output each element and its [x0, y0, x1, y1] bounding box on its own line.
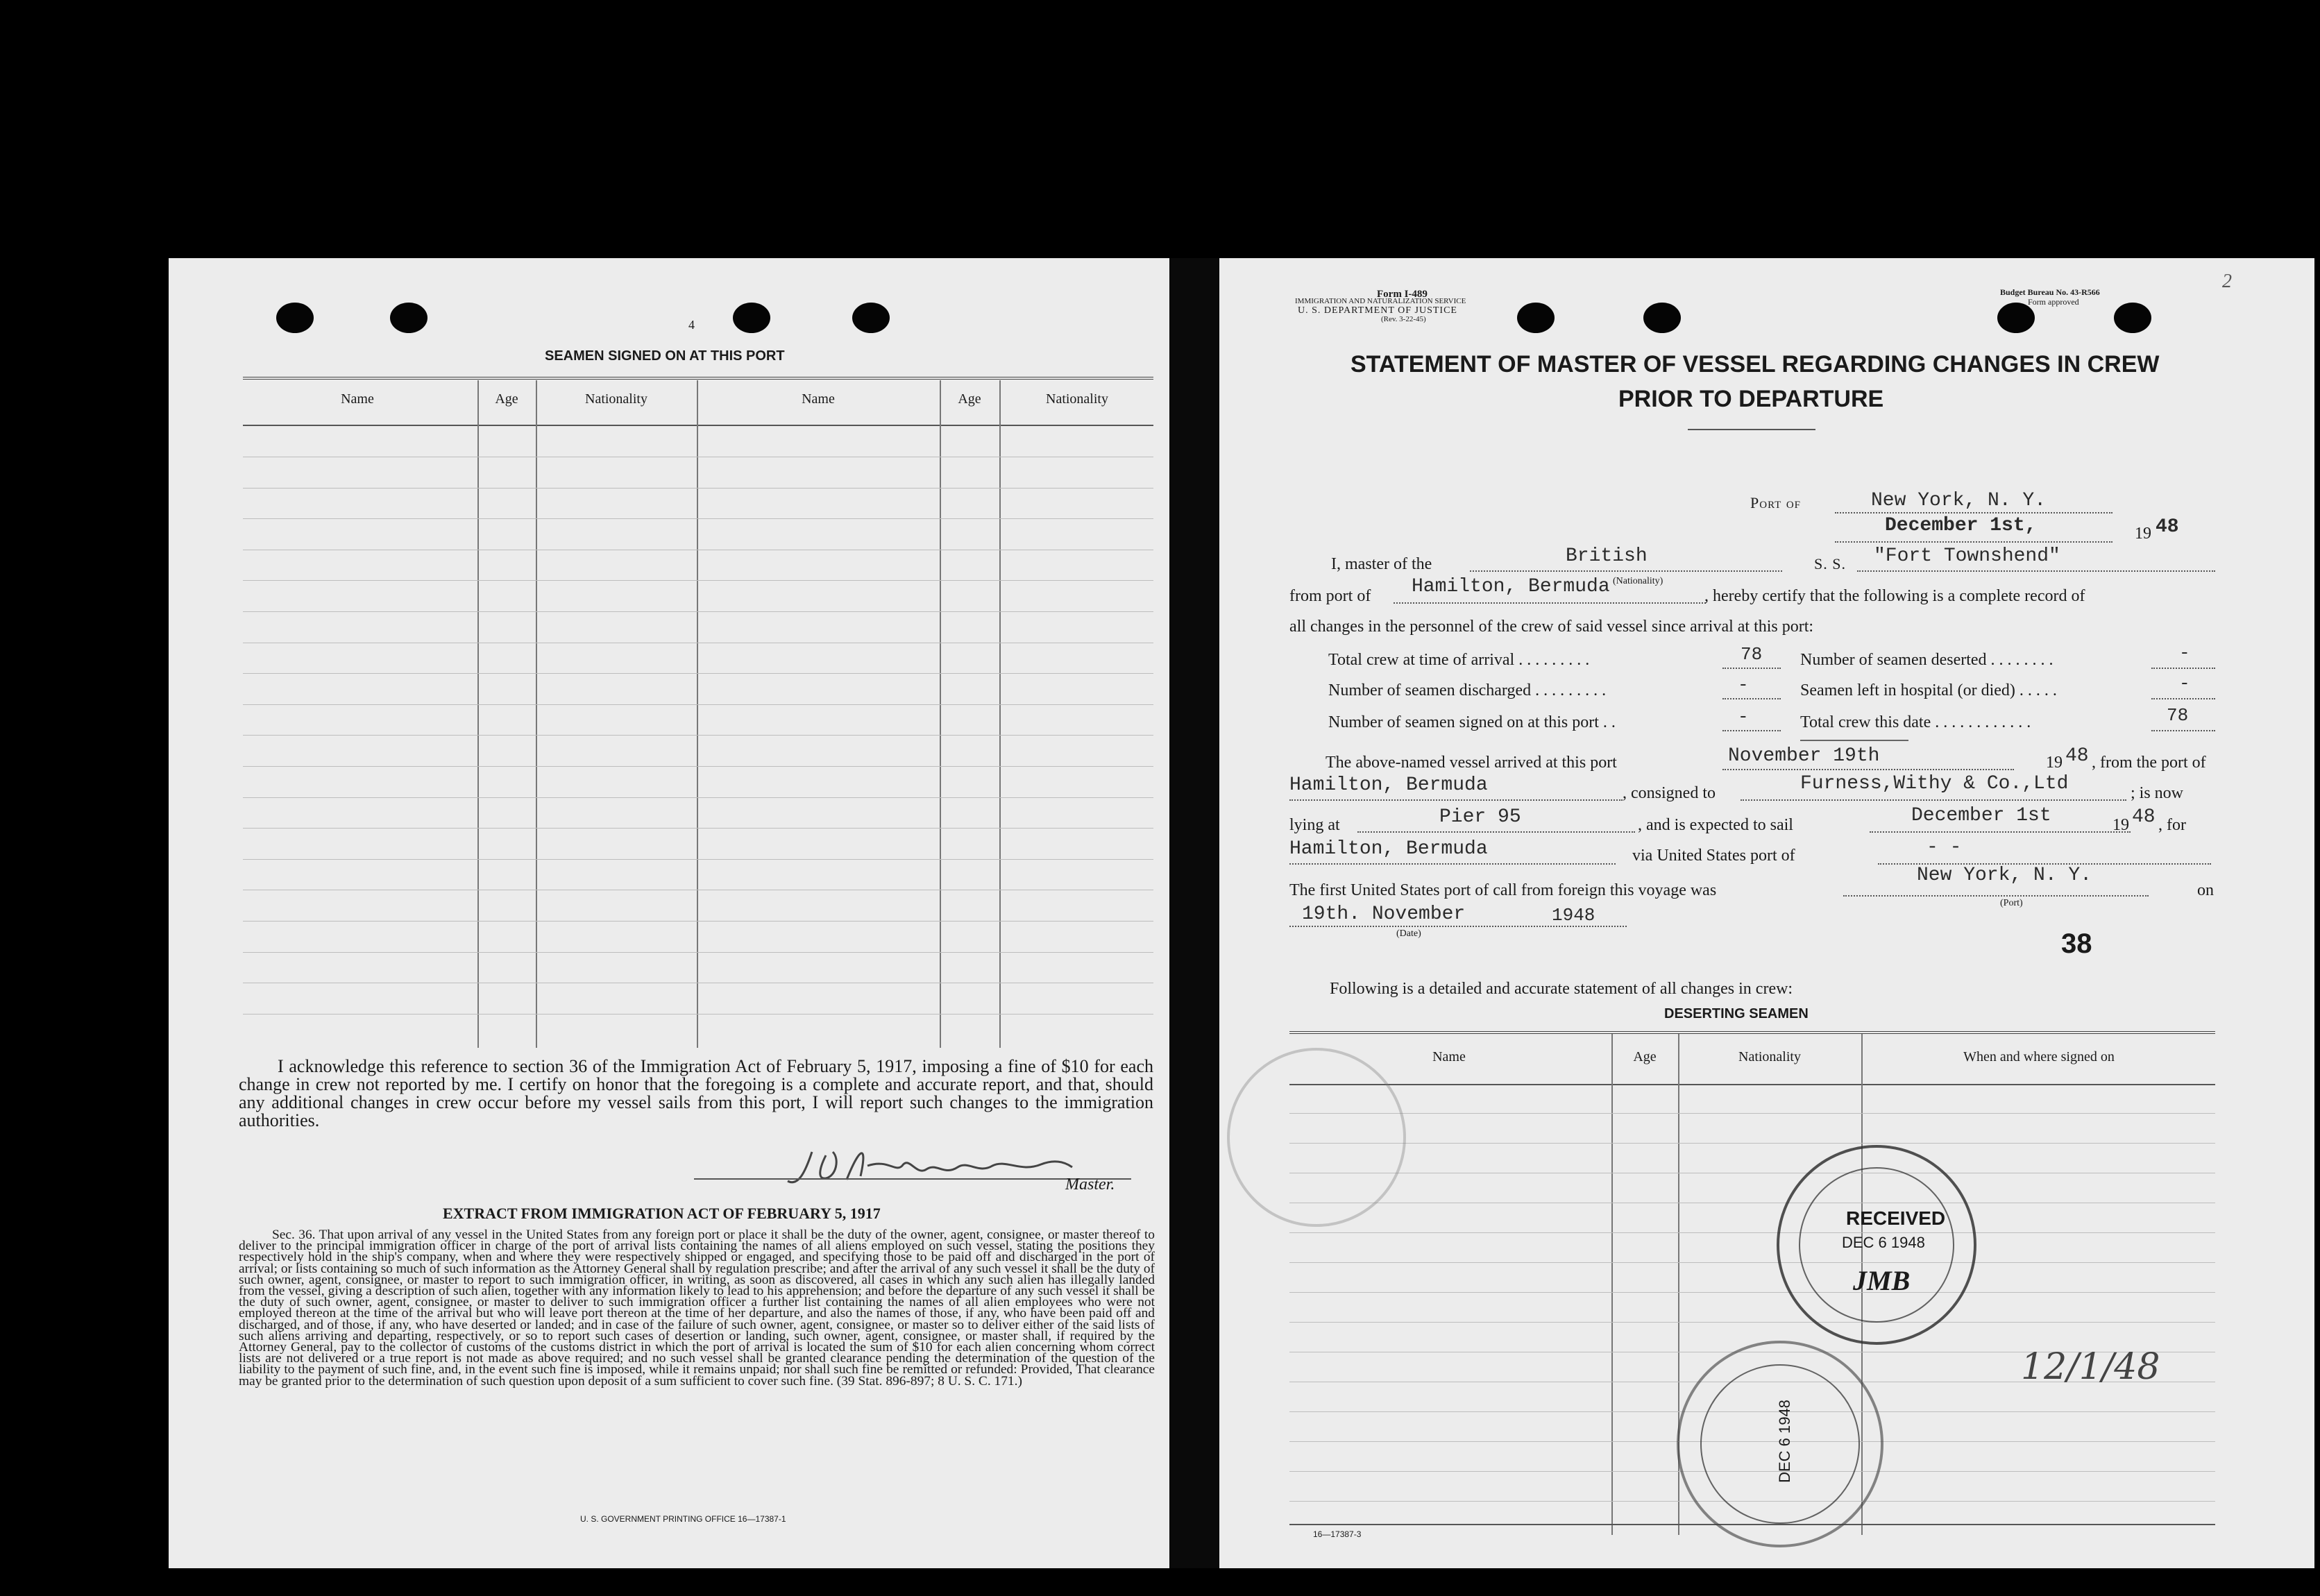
- deserting-title: DESERTING SEAMEN: [1664, 1006, 1809, 1021]
- table-row-line: [243, 673, 1153, 674]
- stat-underline: [1722, 730, 1781, 731]
- nationality-caption: (Nationality): [1613, 576, 1663, 586]
- port-underline: [1835, 512, 2112, 513]
- stat-label: Number of seamen discharged . . . . . . . . .: [1328, 681, 1607, 699]
- sail-underline: [1870, 831, 2131, 833]
- table-row-line: [1289, 1322, 2215, 1323]
- date-caption: (Date): [1396, 928, 1421, 939]
- port-value: New York, N. Y.: [1871, 490, 2047, 511]
- section-title: SEAMEN SIGNED ON AT THIS PORT: [545, 348, 785, 364]
- via-value: - -: [1927, 837, 1962, 858]
- consigned-underline: [1741, 799, 2126, 801]
- table-row-line: [243, 921, 1153, 922]
- stat-underline: [2151, 730, 2215, 731]
- handwritten-date: 12/1/48: [2021, 1346, 2160, 1388]
- stat-value: -: [1738, 674, 1749, 695]
- destination-value: Hamilton, Bermuda: [1289, 838, 1488, 860]
- table-row-line: [1289, 1232, 2215, 1233]
- table-row-line: [243, 704, 1153, 705]
- column-header: Age: [958, 391, 981, 407]
- from-port-underline: [1394, 602, 1706, 604]
- punch-hole: [1517, 303, 1555, 333]
- for-label: , for: [2158, 816, 2186, 834]
- table-row-line: [243, 518, 1153, 519]
- port-label: Port of: [1750, 494, 1802, 511]
- table-row-line: [243, 952, 1153, 953]
- punch-hole: [852, 303, 890, 333]
- stat-value: -: [2179, 643, 2190, 663]
- revision-date: (Rev. 3-22-45): [1381, 315, 1426, 323]
- column-header: When and where signed on: [1963, 1049, 2115, 1064]
- first-port-value: New York, N. Y.: [1917, 865, 2092, 886]
- received-stamp: [1677, 1341, 1883, 1547]
- certify-text-2: all changes in the personnel of the crew of said vessel since arrival at this port:: [1289, 618, 1814, 636]
- signature-role: Master.: [1065, 1175, 1115, 1194]
- following-text: Following is a detailed and accurate statement of all changes in crew:: [1330, 980, 1793, 998]
- stat-label: Number of seamen deserted . . . . . . . .: [1800, 651, 2054, 669]
- sail-year: 48: [2132, 806, 2156, 828]
- stat-label: Total crew at time of arrival . . . . . . . . .: [1328, 651, 1590, 669]
- punch-hole: [276, 303, 314, 333]
- nationality-value: British: [1566, 545, 1648, 567]
- stamp-received-text: RECEIVED: [1846, 1207, 1946, 1229]
- sail-date: December 1st: [1911, 805, 2051, 826]
- form-approved: Form approved: [2028, 297, 2079, 307]
- table-row-line: [1289, 1113, 2215, 1114]
- is-now-label: ; is now: [2131, 784, 2184, 802]
- acknowledgement-text: I acknowledge this reference to section 36 of the Immigration Act of February 5, 1917, imposing a fine of $10 for each change in crew not reported by me. I certify on honor that the foregoing is a complete and accurate report, and that, should any additional changes in crew occur before my vessel sails from this port, I will report such changes to the immigration authorities.: [239, 1056, 1153, 1130]
- sail-year-prefix: 19: [2112, 816, 2129, 834]
- from-port-of-label: , from the port of: [2092, 754, 2206, 772]
- stat-underline: [1722, 698, 1781, 699]
- stat-underline: [2151, 668, 2215, 669]
- certify-text: , hereby certify that the following is a complete record of: [1704, 587, 2085, 605]
- ship-name: "Fort Townshend": [1874, 545, 2060, 567]
- arrived-year: 48: [2065, 745, 2089, 767]
- table-row-line: [243, 1014, 1153, 1015]
- lying-at-value: Pier 95: [1439, 806, 1521, 828]
- column-header: Name: [1432, 1049, 1466, 1064]
- stamp-date: DEC 6 1948: [1842, 1234, 1925, 1251]
- on-label: on: [2197, 881, 2214, 899]
- table-row-line: [1289, 1262, 2215, 1263]
- form-subtitle: PRIOR TO DEPARTURE: [1618, 386, 1884, 412]
- year-value: 48: [2156, 516, 2179, 538]
- stat-value: -: [2179, 673, 2190, 694]
- table-row-line: [243, 859, 1153, 860]
- table-row-line: [1289, 1143, 2215, 1144]
- stat-underline: [1722, 668, 1781, 669]
- year-prefix: 19: [2135, 525, 2151, 543]
- arrived-date: November 19th: [1728, 745, 1880, 767]
- lying-at-label: lying at: [1289, 816, 1340, 834]
- form-number: Form I-489: [1377, 289, 1428, 300]
- punch-hole: [733, 303, 770, 333]
- table-row-line: [243, 766, 1153, 767]
- stat-label: Seamen left in hospital (or died) . . . . .: [1800, 681, 2057, 699]
- consigned-label: , consigned to: [1623, 784, 1716, 802]
- printer-line: U. S. GOVERNMENT PRINTING OFFICE 16—17387-1: [580, 1514, 786, 1524]
- table-row-line: [243, 828, 1153, 829]
- stat-label: Total crew this date . . . . . . . . . . . .: [1800, 713, 2031, 731]
- column-header: Name: [802, 391, 835, 407]
- table-row-line: [243, 488, 1153, 489]
- column-header: Name: [341, 391, 374, 407]
- stat-value: -: [1738, 706, 1749, 727]
- stamp-date: DEC 6 1948: [1775, 1400, 1793, 1483]
- budget-bureau: Budget Bureau No. 43-R566: [2000, 287, 2100, 297]
- handwritten-number: 38: [2061, 928, 2092, 959]
- title-rule: [1688, 429, 1815, 430]
- received-stamp: [1777, 1145, 1976, 1345]
- destination-underline: [1289, 863, 1616, 865]
- table-row-line: [243, 735, 1153, 736]
- page-gutter: [1169, 258, 1219, 1568]
- arrived-from-value: Hamilton, Bermuda: [1289, 774, 1488, 796]
- corner-mark: 2: [2222, 271, 2232, 292]
- table-row-line: [243, 580, 1153, 581]
- faint-stamp: [1227, 1048, 1406, 1227]
- ss-label: S. S.: [1814, 555, 1846, 572]
- punch-hole: [2114, 303, 2151, 333]
- stat-label: Number of seamen signed on at this port . .: [1328, 713, 1616, 731]
- arrived-label: The above-named vessel arrived at this port: [1326, 754, 1617, 772]
- table-row-line: [243, 611, 1153, 612]
- ship-underline: [1857, 570, 2215, 572]
- first-port-underline: [1843, 895, 2149, 897]
- consigned-value: Furness,Withy & Co.,Ltd: [1800, 773, 2069, 795]
- stamp-initials: JMB: [1853, 1265, 1911, 1296]
- date-underline: [1835, 541, 2112, 543]
- via-label: via United States port of: [1632, 847, 1795, 865]
- stats-rule: [1800, 740, 1908, 741]
- arrived-year-prefix: 19: [2046, 754, 2063, 772]
- table-row-line: [1289, 1292, 2215, 1293]
- expected-label: , and is expected to sail: [1638, 816, 1793, 834]
- printer-line: 16—17387-3: [1313, 1529, 1362, 1539]
- first-port-date: 19th. November: [1302, 903, 1466, 925]
- punch-hole: [390, 303, 427, 333]
- arrived-underline: [1722, 769, 2014, 770]
- stat-value: 78: [2167, 705, 2189, 726]
- column-header: Nationality: [1738, 1049, 1801, 1064]
- arrived-from-underline: [1289, 799, 1623, 801]
- punch-hole: [1643, 303, 1681, 333]
- stat-value: 78: [1741, 644, 1763, 665]
- from-port-label: from port of: [1289, 587, 1371, 605]
- page-number: 4: [688, 318, 695, 332]
- extract-text: Sec. 36. That upon arrival of any vessel in the United States from any foreign port or place it shall be the duty of the owner, agent, consignee, or master thereof to deliver to the principal immigration officer in charge of the port of arrival lists containing the names of all aliens employed on such vessel, stating the positions they respectively hold in the ship's company, when and where they were respectively shipped or engaged, and specifying those to be paid off and discharged in the port of arrival; or lists containing so much of such information as the Attorney General shall by regulation prescribe; and after the arrival of any such vessel it shall be the duty of such owner, agent, consignee, or master to report to such immigration officer, in writing, as soon as discovered, all cases in which any such alien has illegally landed from the vessel, giving a description of such alien, together with any information likely to lead to his apprehension; and before the departure of any such vessel it shall be the duty of such owner, agent, consignee, or master to deliver to such immigration officer a further list containing the names of all alien employees who were not employed thereon at the time of the arrival but who will leave port thereon at the time of her departure, and also the names of those, if any, who have been paid off and discharged, and of those, if any, who have deserted or landed; and in case of the failure of such owner, agent, consignee, or master so to deliver either of the said lists of such aliens arriving and departing, respectively, or so to report such cases of desertion or landing, such owner, agent, consignee, or master shall, if required by the Attorney General, pay to the collector of customs of the customs district in which the port of arrival is located the sum of $10 for each alien concerning whom correct lists are not delivered or a true report is not made as above required; and no such vessel shall be granted clearance pending the determination of the question of the liability to the payment of such fine, and, in the event such fine is imposed, while it remains unpaid; nor shall such fine be remitted or refunded: Provided, That clearance may be granted prior to the determination of such question upon deposit of a sum sufficient to cover such fine. (39 Stat. 896-897; 8 U. S. C. 171.): [239, 1228, 1155, 1389]
- agency-line-1: IMMIGRATION AND NATURALIZATION SERVICE: [1295, 297, 1466, 305]
- first-port-date-underline: [1289, 926, 1627, 927]
- agency-line-2: U. S. DEPARTMENT OF JUSTICE: [1298, 305, 1457, 316]
- first-port-label: The first United States port of call from foreign this voyage was: [1289, 881, 1717, 899]
- form-title: STATEMENT OF MASTER OF VESSEL REGARDING CHANGES IN CREW: [1350, 351, 2160, 377]
- column-header: Nationality: [585, 391, 647, 407]
- extract-title: EXTRACT FROM IMMIGRATION ACT OF FEBRUARY 5, 1917: [443, 1205, 881, 1222]
- stat-underline: [2151, 698, 2215, 699]
- date-value: December 1st,: [1885, 515, 2037, 536]
- from-port-value: Hamilton, Bermuda: [1412, 576, 1610, 597]
- port-caption: (Port): [2000, 898, 2023, 908]
- lying-at-underline: [1357, 831, 1635, 833]
- column-header: Nationality: [1046, 391, 1108, 407]
- first-port-year: 1948: [1552, 905, 1595, 926]
- nationality-underline: [1470, 570, 1782, 572]
- column-header: Age: [1633, 1049, 1657, 1064]
- master-of-label: I, master of the: [1331, 555, 1432, 573]
- table-row-line: [243, 797, 1153, 798]
- column-header: Age: [495, 391, 518, 407]
- master-signature: [784, 1138, 1076, 1197]
